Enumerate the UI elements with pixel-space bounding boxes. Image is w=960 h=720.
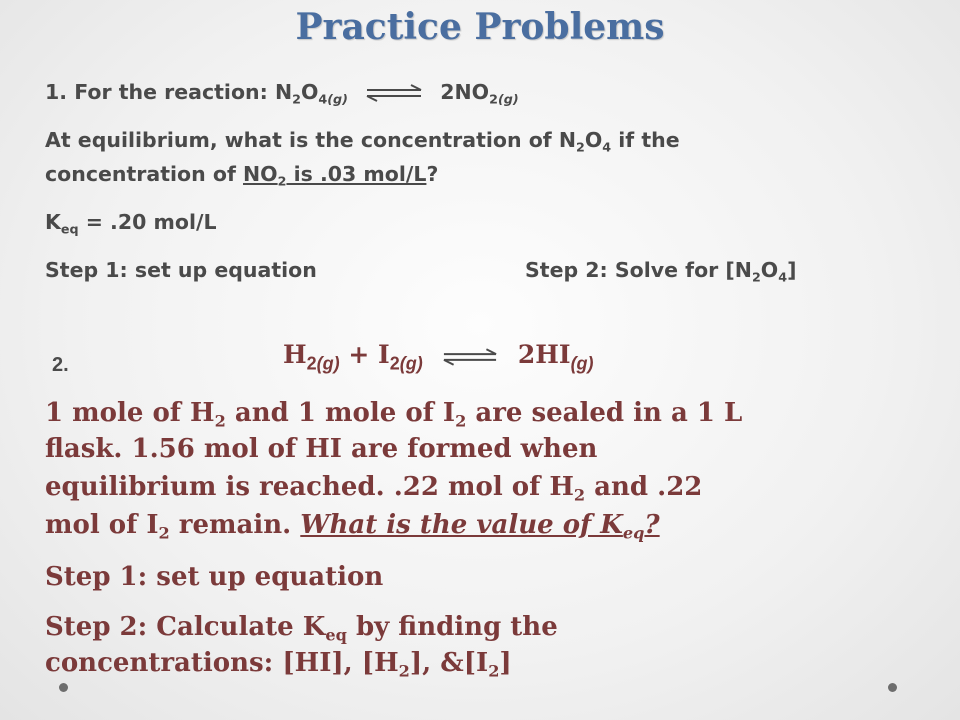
problem2-step2-line1: Step 2: Calculate $K_{eq}$ by finding the [45, 612, 558, 645]
problem1-steps [45, 256, 925, 284]
problem1-keq: $K_{eq} = .20$ mol/L [45, 210, 217, 237]
problem2-step2-line2: concentrations: [HI], $[H_2]$, $\&[I_2]$ [45, 648, 512, 681]
problem2-line2: flask. 1.56 mol of HI are formed when [45, 434, 598, 464]
problem2-step1: Step 1: set up equation [45, 562, 384, 592]
problem2-line1: 1 mole of $H_2$ and 1 mole of $I_2$ are sealed in a 1 L [45, 398, 743, 431]
equilibrium-arrow-icon [442, 348, 498, 366]
equilibrium-arrow-icon [365, 84, 423, 102]
problem1-reaction-line: 1. For the reaction: $N_2O_{4(g)}$ $2NO_{2(g)}$ [45, 80, 519, 107]
slide-dot-icon [59, 683, 68, 692]
problem2-number: 2. [52, 354, 69, 376]
problem1-step2: Step 2: Solve for $[N_2O_4]$ [525, 258, 797, 285]
problem1-question-line1: At equilibrium, what is the concentration of $N_2O_4$ if the [45, 128, 680, 155]
slide-title: Practice Problems [295, 6, 665, 48]
slide-dot-icon [888, 683, 897, 692]
problem1-label: 1. For the reaction: N [45, 80, 293, 104]
problem1-step1: Step 1: set up equation [45, 258, 317, 282]
problem2-equation: $H_{2(g)} + I_{2(g)}$ $2HI_{(g)}$ [283, 340, 594, 374]
problem1-question-line2: concentration of $NO_2$ is .03 mol/L? [45, 162, 439, 189]
no2-concentration: $NO_2$ is .03 mol/L [243, 162, 427, 189]
problem2-line3: equilibrium is reached. .22 mol of $H_2$ and .22 [45, 472, 703, 505]
problem2-question: What is the value of $K_{eq}$? [300, 510, 660, 543]
problem2-line4: mol of $I_2$ remain. What is the value of $K_{eq}$? [45, 510, 660, 543]
